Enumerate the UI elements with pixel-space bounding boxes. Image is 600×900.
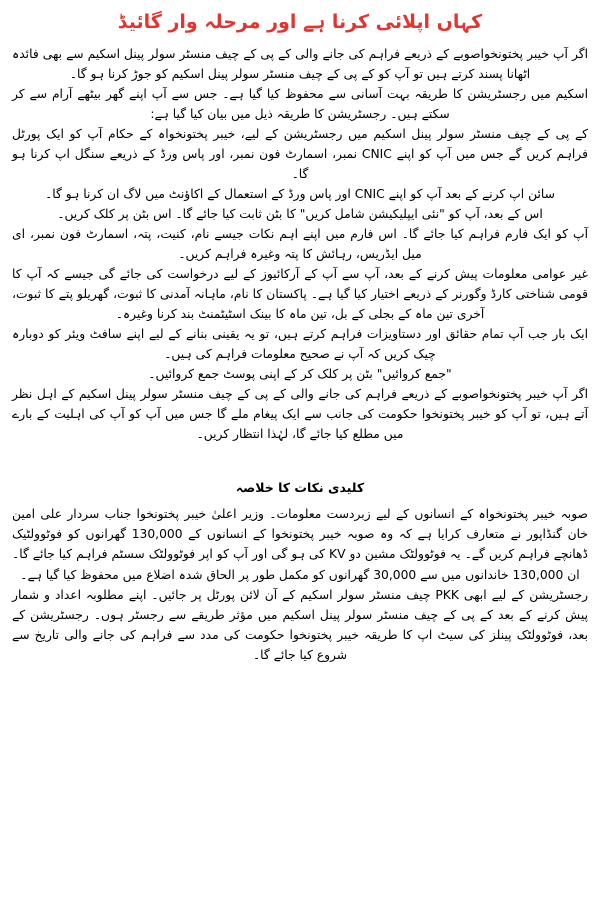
paragraph: صوبہ خیبر پختونخواہ کے انسانوں کے لیے زبردست معلومات۔ وزیر اعلیٰ خیبر پختونخوا جناب سردار علی امین خان گنڈاپور نے متعارف کرایا ہے کہ وہ صوبہ خیبر پختونخوا کے انسانوں کے 130,000 گھرانوں کو فوٹوولٹیک ڈھانچے فراہم کریں گے۔ یہ فوٹوولٹک مشین دو KV کی ہو گی اور آپ کو اپر فوٹوولٹک سسٹم فراہم کیا جائے گا۔ ان 130,000 خاندانوں میں سے 30,000 گھرانوں کو مکمل طور پر الحاق شدہ اضلاع میں محفوظ کیا گیا ہے۔ bbox=[12, 507, 588, 582]
section-heading: کلیدی نکات کا خلاصہ bbox=[235, 480, 365, 495]
paragraph: سائن اپ کرنے کے بعد آپ کو اپنے CNIC اور پاس ورڈ کے استعمال کے اکاؤنٹ میں لاگ ان کرنا ہو گا۔ bbox=[45, 187, 555, 201]
paragraph: اس کے بعد، آپ کو "نئی ایپلیکیشن شامل کریں" کا بٹن ثابت کیا جائے گا۔ اس بٹن پر کلک کریں۔ bbox=[57, 207, 543, 221]
paragraph: اگر آپ خیبر پختونخواصوبے کے ذریعے فراہم کی جانے والی کے پی کے چیف منسٹر سولر پینل اسکیم کے اہل نظر آتے ہیں، تو آپ کو خیبر پختونخوا حکومت کی جانب سے ایک پیغام ملے گا جس میں آپ کو آپ کی اہلیت کے بارے میں مطلع کیا جائے گا، لہٰذا انتظار کریں۔ bbox=[12, 387, 588, 441]
paragraph: رجسٹریشن کے لیے ابھی PKK چیف منسٹر سولر اسکیم کے آن لائن پورٹل پر جائیں۔ اپنے مطلوبہ اعداد و شمار پیش کرنے کے بعد کے پی کے چیف منسٹر سولر پینل اسکیم میں مؤثر طریقے سے رجسٹر ہوں۔ رجسٹریشن کے بعد، فوٹوولٹک پینلز کی سیٹ اپ کا طریقہ خیبر پختونخوا حکومت کی مدد سے فراہم کی جانے والی تاریخ سے شروع کیا جائے گا۔ bbox=[12, 587, 589, 663]
paragraph: "جمع کروائیں" بٹن پر کلک کر کے اپنی پوسٹ جمع کروائیں۔ bbox=[148, 367, 452, 381]
paragraph: غیر عوامی معلومات پیش کرنے کے بعد، آپ سے آپ کے آرکائیوز کے لیے درخواست کی جائے گی جیسے کہ آپ کا قومی شناختی کارڈ وگورنر کے ذریعے اختیار کیا گیا ہے۔ پاکستان کا نام، ماہانہ آمدنی کا ثبوت، گھریلو پتے کا ثبوت، آخری تین ماہ کے بجلی کے بل، تین ماہ کا بینک اسٹیٹمنٹ بند کرنا وغیرہ۔ bbox=[12, 267, 588, 321]
paragraph: ایک بار جب آپ تمام حقائق اور دستاویزات فراہم کرتے ہیں، تو یہ یقینی بنانے کے لیے اپنے سافٹ ویئر کو دوبارہ چیک کریں کہ آپ نے صحیح معلومات فراہم کی ہیں۔ bbox=[12, 327, 588, 361]
paragraph: اسکیم میں رجسٹریشن کا طریقہ بہت آسانی سے محفوظ کیا گیا ہے۔ جس سے آپ اپنے گھر بیٹھے آرام سے کر سکتے ہیں۔ رجسٹریشن کا طریقہ ذیل میں بیان کیا گیا ہے: bbox=[12, 87, 588, 121]
registration-steps-section bbox=[12, 44, 588, 444]
paragraph: آپ کو ایک فارم فراہم کیا جائے گا۔ اس فارم میں اپنے اہم نکات جیسے نام، کنیت، پتہ، اسمارٹ فون نمبر، ای میل ایڈریس، رہائش کا پتہ وغیرہ فراہم کریں۔ bbox=[12, 227, 588, 261]
paragraph: اگر آپ خیبر پختونخواصوبے کے ذریعے فراہم کی جانے والی کے پی کے چیف منسٹر سولر پینل اسکیم سے بھی فائدہ اٹھانا پسند کرتے ہیں تو آپ کو کے پی کے چیف منسٹر سولر پینل اسکیم کو جوڑ کرنا ہو گا۔ bbox=[12, 47, 588, 81]
page-title: کہاں اپلائی کرنا ہے اور مرحلہ وار گائیڈ bbox=[117, 11, 483, 33]
summary-section bbox=[12, 478, 588, 666]
paragraph: کے پی کے چیف منسٹر سولر پینل اسکیم میں رجسٹریشن کے لیے، خیبر پختونخواہ کے حکام آپ کو ایک پورٹل فراہم کریں گے جس میں آپ کو اپنے CNIC نمبر، اسمارٹ فون نمبر، اور پاس ورڈ کے ذریعے سنگل اپ کرنا ہو گا۔ bbox=[12, 127, 588, 181]
